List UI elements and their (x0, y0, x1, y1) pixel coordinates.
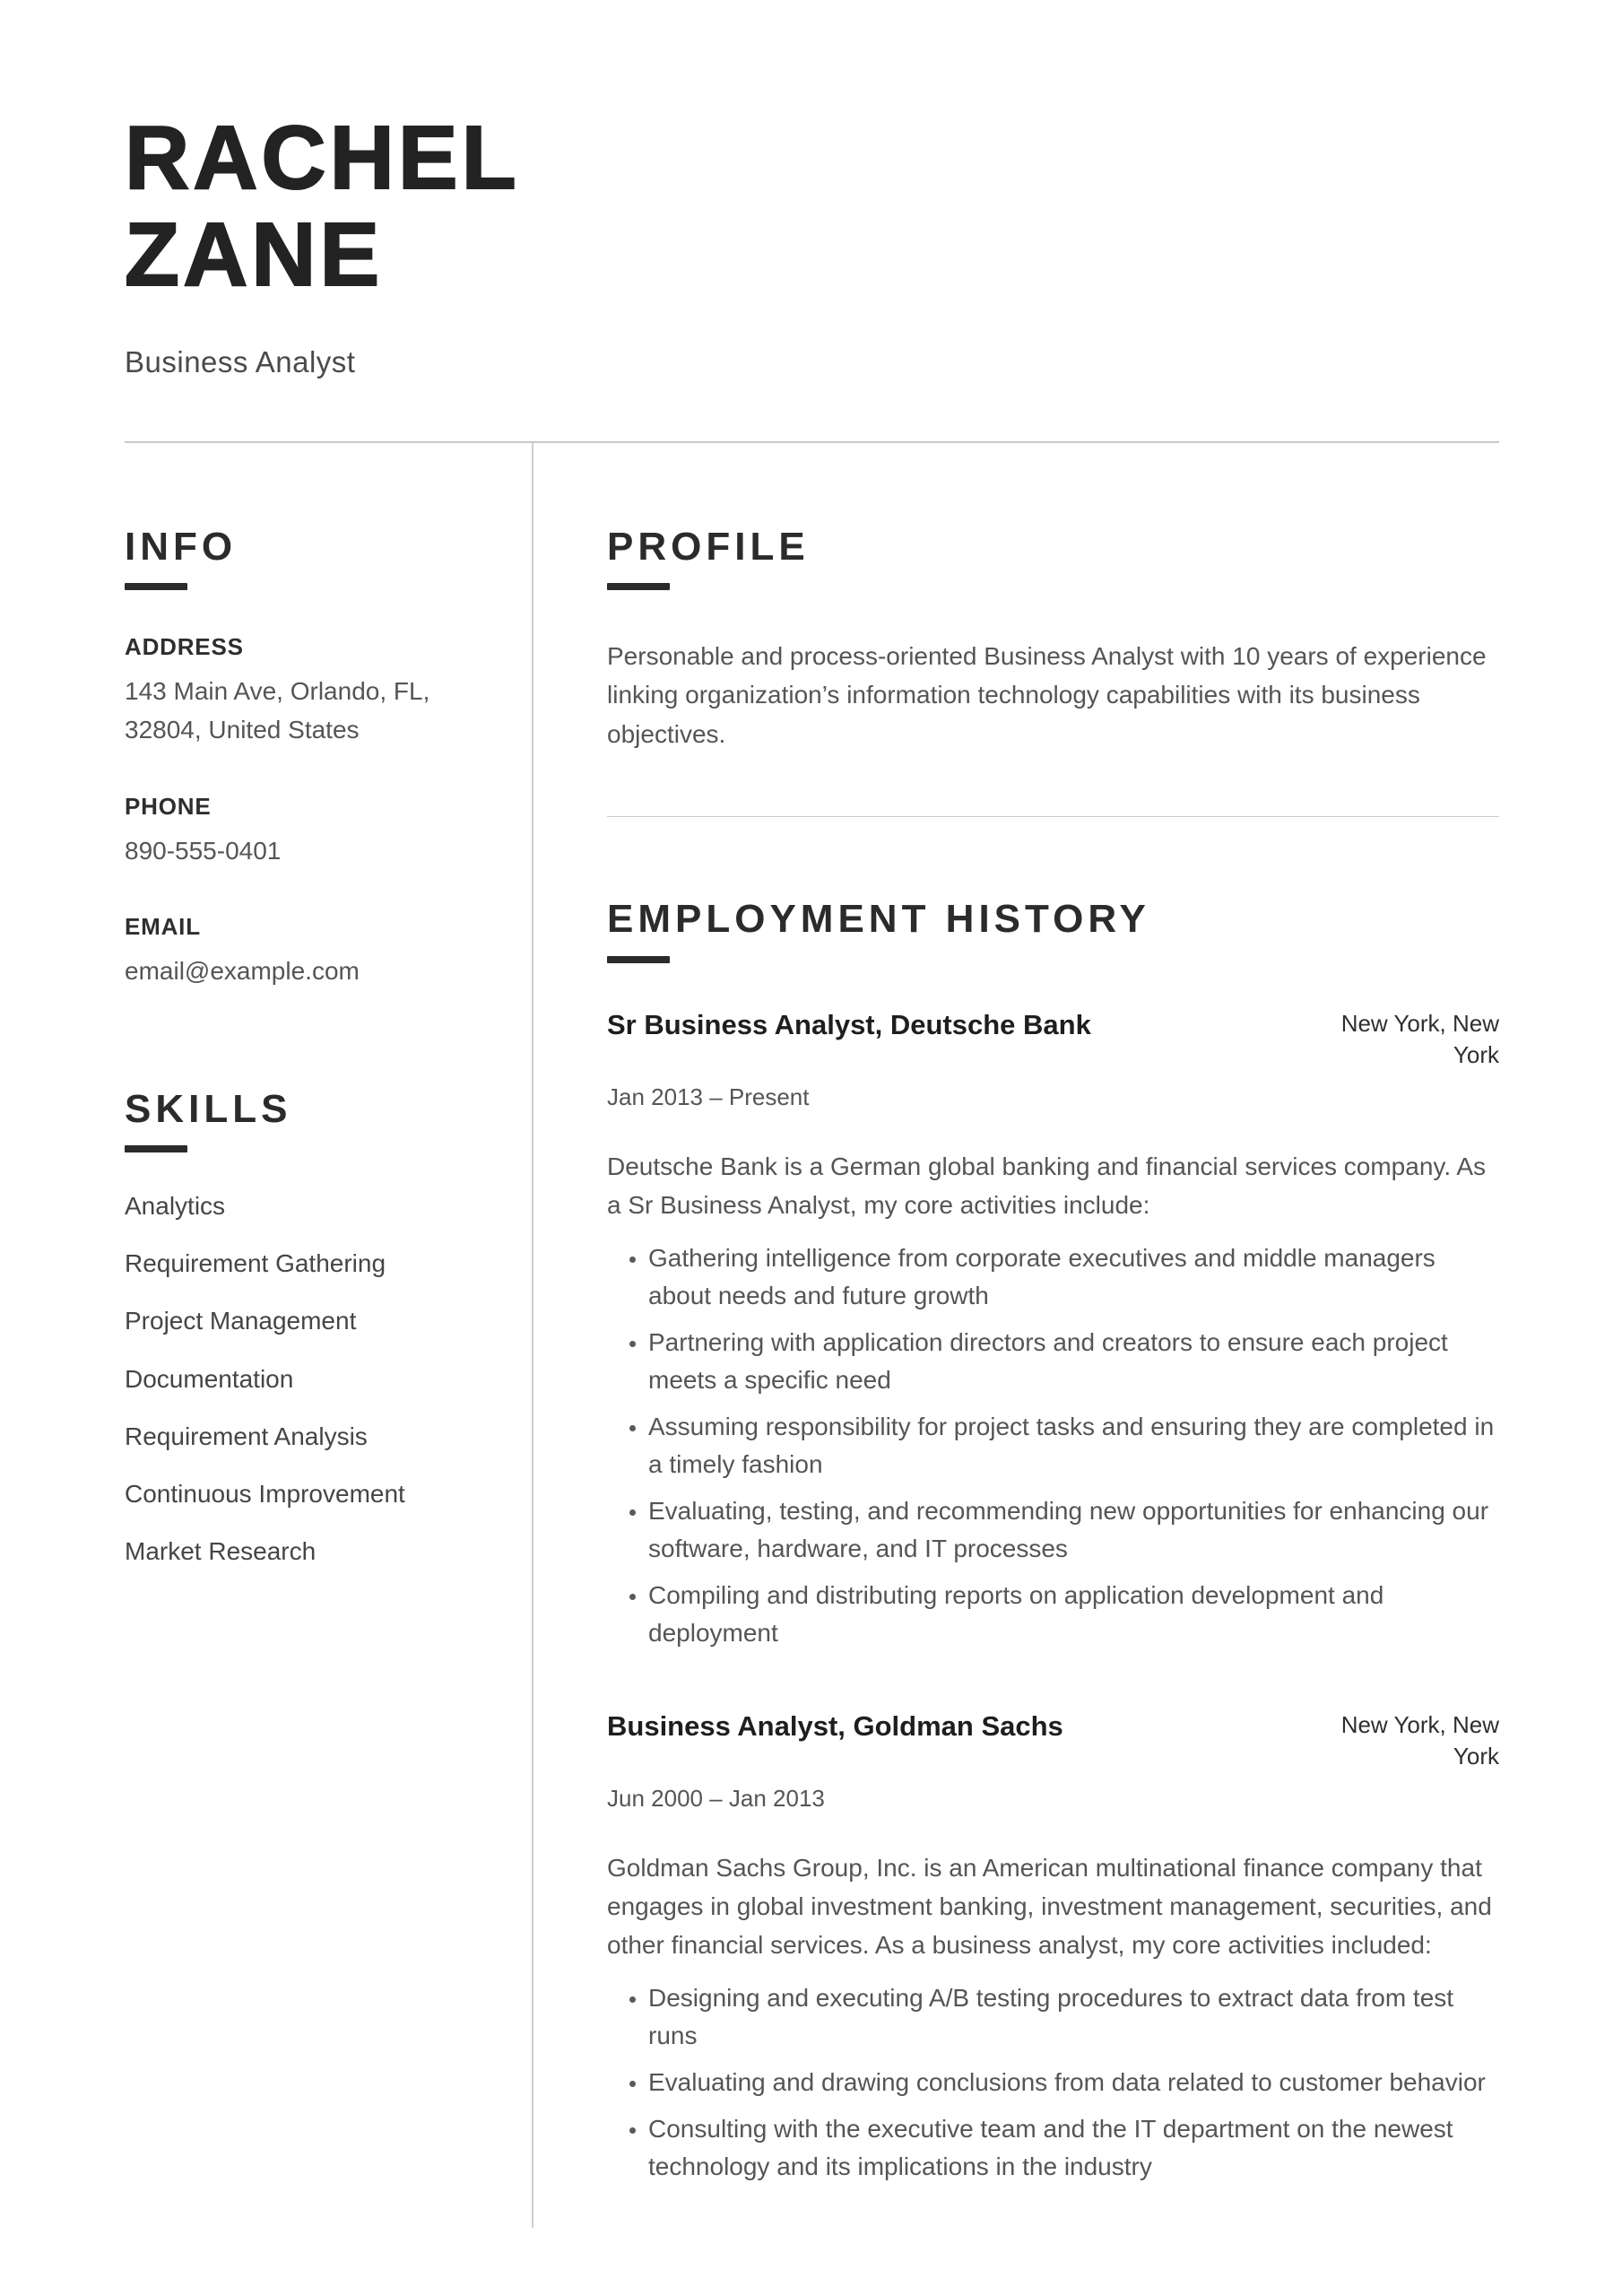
skills-list (125, 1192, 496, 1566)
profile-section (607, 526, 1499, 754)
candidate-name (125, 109, 1499, 303)
address-value (125, 672, 496, 750)
job-location: New York, New York (1340, 1009, 1499, 1068)
candidate-name-line1: RACHEL (125, 108, 520, 208)
skills-section (125, 1088, 496, 1567)
email-field (125, 913, 496, 990)
job-dates: Jun 2000 – Jan 2013 (607, 1784, 825, 1812)
address-line: 32804, United States (125, 716, 360, 744)
job-bullet: • Consulting with the executive team and the IT department on the newest technology and its implications in the industry (648, 2110, 1495, 2186)
profile-employment-divider (607, 816, 1499, 817)
job-location: New York, New York (1340, 1710, 1499, 1770)
phone-field (125, 793, 496, 870)
employment-heading: EMPLOYMENT HISTORY (607, 897, 1150, 942)
job-bullet-list (607, 1239, 1495, 1652)
skill-item: Requirement Analysis (125, 1422, 368, 1450)
skill-item: Continuous Improvement (125, 1479, 405, 1508)
job-bullet: • Designing and executing A/B testing procedures to extract data from test runs (648, 1979, 1495, 2055)
content-columns (125, 443, 1499, 2228)
job-bullet: • Partnering with application directors and creators to ensure each project meets a specific need (648, 1324, 1495, 1399)
skill-item: Analytics (125, 1191, 226, 1220)
address-label: ADDRESS (125, 632, 244, 660)
profile-heading-underline (607, 583, 670, 590)
profile-text: Personable and process-oriented Business Analyst with 10 years of experience linking organization’s information technology capabilities with its business objectives. (607, 641, 1487, 748)
job-summary: Deutsche Bank is a German global banking and financial services company. As a Sr Business Analyst, my core activities include: (607, 1152, 1487, 1220)
job-bullet: • Compiling and distributing reports on application development and deployment (648, 1577, 1495, 1652)
job-bullet-list (607, 1979, 1495, 2186)
info-heading: INFO (125, 524, 238, 569)
candidate-job-title: Business Analyst (125, 345, 356, 378)
info-heading-underline (125, 583, 187, 590)
job-header (607, 1008, 1499, 1071)
job-header (607, 1709, 1499, 1772)
job-title: Sr Business Analyst, Deutsche Bank (607, 1008, 1091, 1040)
skills-heading-underline (125, 1145, 187, 1152)
job-bullet: • Gathering intelligence from corporate executives and middle managers about needs and future growth (648, 1239, 1495, 1315)
sidebar (125, 443, 533, 2228)
skill-item: Documentation (125, 1364, 294, 1393)
skill-item: Market Research (125, 1537, 317, 1566)
candidate-name-line2: ZANE (125, 204, 384, 305)
email-label: EMAIL (125, 913, 201, 941)
job-bullet: • Evaluating, testing, and recommending new opportunities for enhancing our software, hardware, and IT processes (648, 1492, 1495, 1568)
email-value: email@example.com (125, 957, 360, 986)
job-bullet: • Assuming responsibility for project tasks and ensuring they are completed in a timely fashion (648, 1408, 1495, 1483)
main-content (533, 443, 1499, 2228)
address-field (125, 633, 496, 750)
job-entry-goldman-sachs (607, 1709, 1499, 2186)
info-section (125, 526, 496, 991)
address-line: 143 Main Ave, Orlando, FL, (125, 676, 430, 705)
employment-heading-underline (607, 956, 670, 963)
job-dates: Jan 2013 – Present (607, 1083, 810, 1110)
phone-value: 890-555-0401 (125, 836, 282, 865)
profile-heading: PROFILE (607, 524, 810, 569)
employment-section (607, 898, 1499, 2186)
job-title: Business Analyst, Goldman Sachs (607, 1709, 1063, 1742)
job-summary: Goldman Sachs Group, Inc. is an American multinational finance company that engages in global investment banking, investment management, securities, and other financial services. As a business analyst, my core activities included: (607, 1853, 1492, 1960)
skill-item: Project Management (125, 1307, 357, 1335)
resume-header (125, 109, 1499, 380)
phone-label: PHONE (125, 792, 212, 820)
skills-heading: SKILLS (125, 1086, 292, 1131)
skill-item: Requirement Gathering (125, 1249, 386, 1278)
job-bullet: • Evaluating and drawing conclusions from data related to customer behavior (648, 2064, 1495, 2101)
job-entry-deutsche-bank (607, 1008, 1499, 1652)
